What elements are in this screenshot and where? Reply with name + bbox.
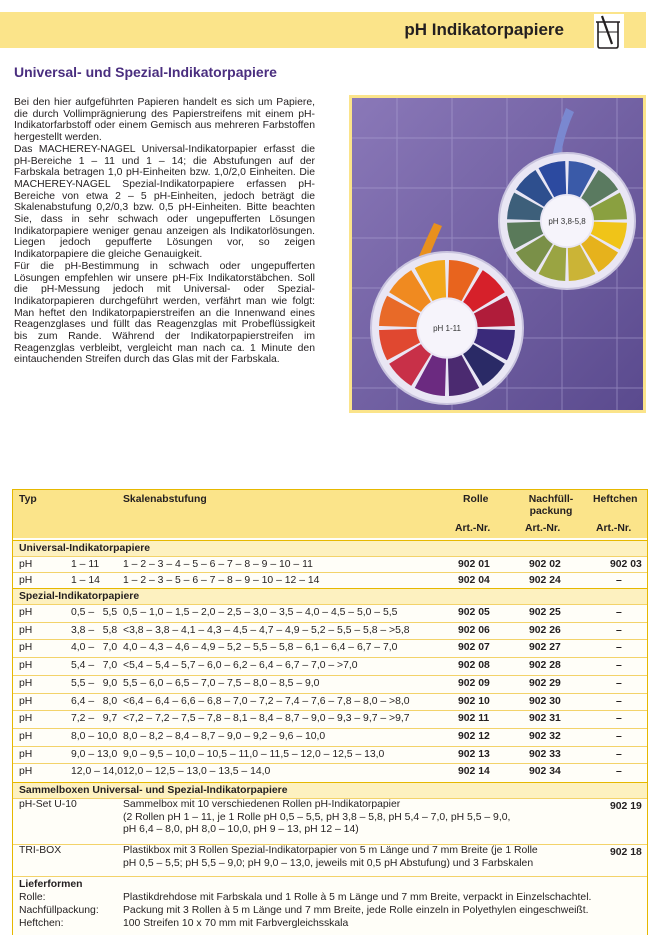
art-nr-rolle-cell: 902 12 — [458, 730, 490, 742]
scale-cell: 9,0 – 9,5 – 10,0 – 10,5 – 11,0 – 11,5 – 12,0 – 12,5 – 13,0 — [123, 748, 385, 760]
art-nr-rolle-cell: 902 13 — [458, 748, 490, 760]
description-line: pH 0,5 – 5,5; pH 5,5 – 9,0; pH 9,0 – 13,0, jeweils mit 0,5 pH Abstufung) und 3 Farbskalen — [123, 857, 534, 869]
range-cell: 4,0 – 7,0 — [71, 642, 118, 654]
art-nr-nachfuell-cell: 902 30 — [529, 695, 561, 707]
art-nr-rolle: Art.-Nr. — [455, 523, 491, 534]
scale-cell: <5,4 – 5,4 – 5,7 – 6,0 – 6,2 – 6,4 – 6,7 – 7,0 – >7,0 — [123, 660, 358, 672]
intro-text — [14, 97, 315, 366]
range-cell: 9,0 – 13,0 — [71, 748, 118, 760]
art-nr-rolle-cell: 902 05 — [458, 607, 490, 618]
art-nr-rolle-cell: 902 01 — [458, 559, 490, 570]
lieferform-label: Heftchen: — [19, 918, 64, 929]
category-label: Sammelboxen Universal- und Spezial-Indikatorpapiere — [19, 785, 288, 796]
typ-cell: pH — [19, 748, 33, 760]
col-heftchen: Heftchen — [593, 494, 638, 505]
table-row — [13, 622, 647, 638]
range-cell: 1 – 14 — [71, 575, 100, 586]
description-cell — [123, 845, 538, 870]
typ-cell: pH-Set U-10 — [19, 799, 77, 810]
typ-cell: pH — [19, 695, 33, 707]
typ-cell: pH — [19, 559, 33, 570]
col-nachfuell — [521, 494, 581, 518]
lieferform-heftchen — [13, 917, 647, 930]
typ-cell: pH — [19, 660, 33, 672]
range-cell: 5,4 – 7,0 — [71, 660, 118, 672]
scale-cell: <6,4 – 6,4 – 6,6 – 6,8 – 7,0 – 7,2 – 7,4 – 7,6 – 7,8 – 8,0 – >8,0 — [123, 695, 410, 707]
art-nr-heftchen-cell: – — [616, 642, 622, 654]
right-color-disc — [499, 153, 635, 289]
table-row — [13, 710, 647, 726]
typ-cell: pH — [19, 624, 33, 636]
intro-paragraph-3: Für die pH-Bestimmung in schwach oder ungepufferten Lösungen empfehlen wir unsere pH-Fix Indikatorstäbchen. Soll die pH-Messung jedoch mit Universal- oder Spezial-Indikatorpapieren durchgeführt werden, verfährt man wie folgt: Man heftet den Indikatorpapierstreifen an die Innenwand eines Reagenzglases und füllt das Reagenzglas mit Probeflüssigkeit bis zum Rande. Während der Indikatorpapierstreifen im Reagenzglas verbleibt, vergleicht man nach ca. 1 Minute den eintauchenden Streifen durch das Glas mit der Farbskala. — [14, 260, 315, 366]
art-nr-heftchen-cell: – — [616, 660, 622, 672]
header-bar — [0, 12, 646, 48]
beaker-icon — [594, 14, 624, 50]
disc-label: pH 1-11 — [433, 324, 461, 333]
art-nr-heftchen: Art.-Nr. — [596, 523, 632, 534]
typ-cell: pH — [19, 642, 33, 654]
lieferform-text: 100 Streifen 10 x 70 mm mit Farbvergleichsskala — [123, 918, 349, 929]
lieferform-label: Rolle: — [19, 892, 46, 903]
product-photo — [349, 95, 646, 413]
range-cell: 5,5 – 9,0 — [71, 677, 118, 689]
description-line: Plastikbox mit 3 Rollen Spezial-Indikatorpapier von 5 m Länge und 7 mm Breite (je 1 Rolle — [123, 845, 538, 856]
table-row-tri-box — [13, 844, 647, 875]
art-nr-heftchen-cell: – — [616, 748, 622, 760]
left-color-disc — [371, 252, 523, 404]
table-row — [13, 693, 647, 709]
col-skala: Skalenabstufung — [123, 494, 207, 505]
table-row — [13, 763, 647, 779]
col-nachfuell-line1: Nachfüll- — [528, 494, 574, 505]
description-line: pH 6,4 – 8,0, pH 8,0 – 10,0, pH 9 – 13, pH 12 – 14) — [123, 824, 359, 836]
art-nr-heftchen-cell: – — [616, 695, 622, 707]
art-nr-rolle-cell: 902 08 — [458, 660, 490, 672]
art-nr-nachfuell-cell: 902 31 — [529, 713, 561, 725]
art-nr-nachfuell-cell: 902 32 — [529, 730, 561, 742]
description-line: Sammelbox mit 10 verschiedenen Rollen pH-Indikatorpapier — [123, 799, 401, 810]
art-nr-rolle-cell: 902 10 — [458, 695, 490, 707]
typ-cell: pH — [19, 607, 33, 618]
art-nr-rolle-cell: 902 04 — [458, 575, 490, 586]
range-cell: 6,4 – 8,0 — [71, 695, 118, 707]
art-nr-nachfuell-cell: 902 26 — [529, 624, 561, 636]
category-universal — [13, 540, 647, 556]
art-nr-nachfuell-cell: 902 25 — [529, 607, 561, 618]
category-label: Spezial-Indikatorpapiere — [19, 591, 140, 602]
lieferformen-title: Lieferformen — [19, 879, 83, 890]
col-typ: Typ — [19, 494, 37, 505]
typ-cell: pH — [19, 677, 33, 689]
disc-label: pH 3,8-5,8 — [548, 217, 586, 226]
range-cell: 8,0 – 10,0 — [71, 730, 118, 742]
scale-cell: 4,0 – 4,3 – 4,6 – 4,9 – 5,2 – 5,5 – 5,8 – 6,1 – 6,4 – 6,7 – 7,0 — [123, 642, 398, 654]
table-row — [13, 556, 647, 572]
art-nr-heftchen-cell: – — [616, 766, 622, 778]
scale-cell: 0,5 – 1,0 – 1,5 – 2,0 – 2,5 – 3,0 – 3,5 – 4,0 – 4,5 – 5,0 – 5,5 — [123, 607, 398, 618]
typ-cell: TRI-BOX — [19, 845, 62, 856]
table-header — [13, 490, 647, 538]
art-nr-nachfuell-cell: 902 28 — [529, 660, 561, 672]
art-nr-heftchen-cell: – — [616, 624, 622, 636]
product-table — [12, 489, 648, 935]
art-nr-heftchen-cell: – — [616, 677, 622, 689]
range-cell: 1 – 11 — [71, 559, 100, 570]
category-sammelboxen — [13, 782, 647, 798]
table-row — [13, 675, 647, 691]
table-row — [13, 657, 647, 673]
table-row — [13, 746, 647, 762]
art-nr-heftchen-cell: – — [616, 713, 622, 725]
intro-paragraph-2: Das MACHEREY-NAGEL Universal-Indikatorpapier erfasst die pH-Bereiche 1 – 11 und 1 – 14; die Abstufungen auf der Farbskala betragen 1,0 pH-Einheiten bzw. 1,0/2,0 Einheiten. Die MACHEREY-NAGEL Spezial-Indikatorpapiere erfassen pH-Bereiche von etwa 2 – 5 pH-Einheiten, jedoch beträgt die Skalenabstufung 0,2/0,3 bzw. 0,5 pH-Einheiten. Bitte beachten Sie, dass in sehr schwach oder ungepufferten Lösungen Indikatorpapiere weniger genau anzeigen als Indikatorlösungen. Liegen jedoch gepufferte Lösungen vor, so zeigen Indikatorpapiere die gleiche Genauigkeit. — [14, 143, 315, 261]
range-cell: 12,0 – 14,0 — [71, 766, 123, 778]
col-nachfuell-line2: packung — [529, 506, 573, 517]
art-nr-heftchen-cell: – — [616, 730, 622, 742]
scale-cell: <7,2 – 7,2 – 7,5 – 7,8 – 8,1 – 8,4 – 8,7 – 9,0 – 9,3 – 9,7 – >9,7 — [123, 713, 410, 725]
description-line: (2 Rollen pH 1 – 11, je 1 Rolle pH 0,5 – 5,5, pH 3,8 – 5,8, pH 5,4 – 7,0, pH 5,5 – 9,0, — [123, 811, 511, 823]
lieferform-text: Packung mit 3 Rollen à 5 m Länge und 7 mm Breite, jede Rolle einzeln in Polyethylen eingeschweißt. — [123, 905, 589, 916]
page-title: pH Indikatorpapiere — [404, 20, 564, 39]
typ-cell: pH — [19, 766, 33, 778]
scale-cell: 5,5 – 6,0 – 6,5 – 7,0 – 7,5 – 8,0 – 8,5 – 9,0 — [123, 677, 320, 689]
art-nr-heftchen-cell: – — [616, 607, 622, 618]
art-nr-rolle-cell: 902 11 — [458, 713, 490, 725]
lieferform-text: Plastikdrehdose mit Farbskala und 1 Rolle à 5 m Länge und 7 mm Breite, verpackt in Einzelschachtel. — [123, 892, 592, 903]
typ-cell: pH — [19, 713, 33, 725]
lieferform-nachfuell — [13, 904, 647, 917]
table-row — [13, 572, 647, 588]
section-heading: Universal- und Spezial-Indikatorpapiere — [14, 64, 277, 80]
table-row-pH-set — [13, 798, 647, 843]
table-row — [13, 728, 647, 744]
scale-cell: 1 – 2 – 3 – 5 – 6 – 7 – 8 – 9 – 10 – 12 – 14 — [123, 575, 320, 586]
art-nr-cell: 902 19 — [610, 801, 642, 812]
art-nr-heftchen-cell: – — [616, 575, 622, 586]
table-row — [13, 604, 647, 620]
intro-paragraph-1: Bei den hier aufgeführten Papieren handelt es sich um Papiere, die durch Vollimprägnierung des Papierstreifens mit einem pH-Indikatorfarbstoff oder einem Gemisch aus mehreren Farbstoffen hergestellt werden. — [14, 97, 315, 144]
range-cell: 3,8 – 5,8 — [71, 624, 118, 636]
description-cell — [123, 799, 510, 837]
art-nr-nachfuell-cell: 902 27 — [529, 642, 561, 654]
art-nr-cell: 902 18 — [610, 847, 642, 858]
art-nr-rolle-cell: 902 09 — [458, 677, 490, 689]
art-nr-nachfuell-cell: 902 34 — [529, 766, 561, 778]
art-nr-nachfuell-cell: 902 24 — [529, 575, 561, 586]
scale-cell: 8,0 – 8,2 – 8,4 – 8,7 – 9,0 – 9,2 – 9,6 – 10,0 — [123, 730, 326, 742]
art-nr-nachfuell-cell: 902 02 — [529, 559, 561, 570]
art-nr-nachfuell-cell: 902 33 — [529, 748, 561, 760]
lieferform-rolle — [13, 891, 647, 904]
typ-cell: pH — [19, 730, 33, 742]
range-cell: 0,5 – 5,5 — [71, 607, 118, 618]
art-nr-heftchen-cell: 902 03 — [610, 559, 642, 570]
photo-illustration — [352, 98, 643, 410]
art-nr-rolle-cell: 902 06 — [458, 624, 490, 636]
art-nr-rolle-cell: 902 14 — [458, 766, 490, 778]
scale-cell: 12,0 – 12,5 – 13,0 – 13,5 – 14,0 — [123, 766, 271, 778]
typ-cell: pH — [19, 575, 33, 586]
col-rolle: Rolle — [463, 494, 489, 505]
table-row — [13, 639, 647, 655]
scale-cell: 1 – 2 – 3 – 4 – 5 – 6 – 7 – 8 – 9 – 10 – 11 — [123, 559, 313, 570]
category-spezial — [13, 588, 647, 604]
category-label: Universal-Indikatorpapiere — [19, 543, 151, 554]
art-nr-nachfuell: Art.-Nr. — [525, 523, 561, 534]
lieferform-label: Nachfüllpackung: — [19, 905, 99, 916]
art-nr-rolle-cell: 902 07 — [458, 642, 490, 654]
range-cell: 7,2 – 9,7 — [71, 713, 118, 725]
art-nr-nachfuell-cell: 902 29 — [529, 677, 561, 689]
lieferformen-block — [13, 876, 647, 935]
scale-cell: <3,8 – 3,8 – 4,1 – 4,3 – 4,5 – 4,7 – 4,9 – 5,2 – 5,5 – 5,8 – >5,8 — [123, 624, 410, 636]
